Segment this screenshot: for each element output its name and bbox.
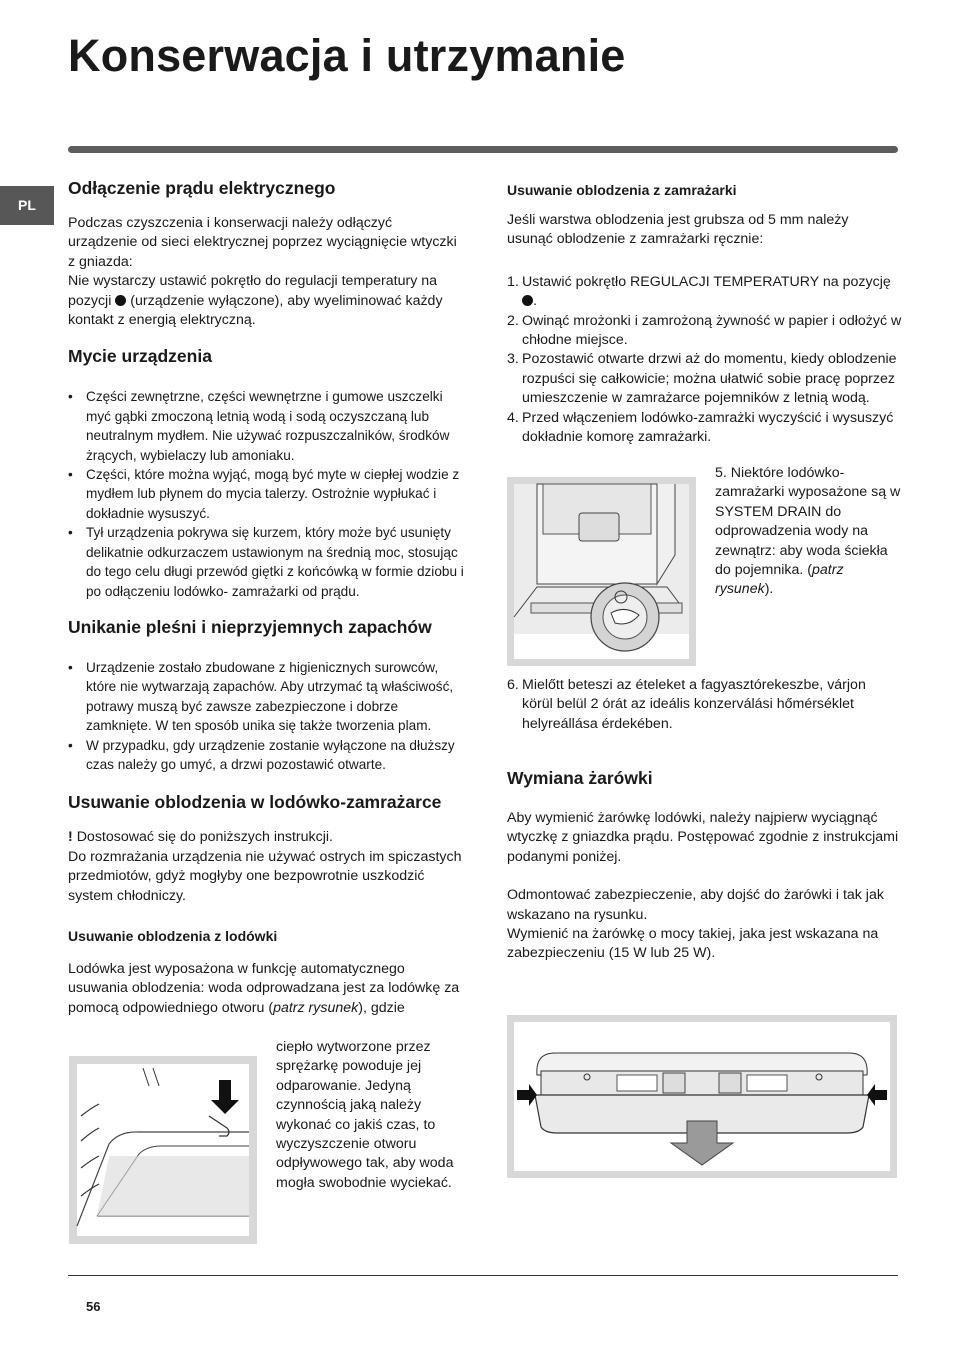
- text: Ustawić pokrętło REGULACJI TEMPERATURY na pozycję: [522, 273, 891, 290]
- paragraph: [68, 214, 464, 330]
- text: Nie wystarczy ustawić pokrętło do regulacji temperatury na pozycji: [68, 273, 438, 309]
- list-item: • W przypadku, gdy urządzenie zostanie wyłączone na dłuższy czas należy go umyć, a drzwi pozostawić otwarte.: [68, 736, 464, 775]
- paragraph: [715, 464, 905, 600]
- list-item: • Urządzenie zostało zbudowane z higienicznych surowców, które nie wytwarzają zapachów. Aby utrzymać tą właściwość, potrawy muszą być zawsze zabezpieczone i dobrze zamknięte. W ten sposób unika się także tworzenia plam.: [68, 658, 464, 736]
- list-item: [507, 273, 902, 312]
- list-item: • Części zewnętrzne, części wewnętrzne i gumowe uszczelki myć gąbki zmoczoną letnią wodą i sodą oczyszczaną lub neutralnym mydłem. Nie używać rozpuszczalników, środków żrących, wybielaczy lub amoniaku.: [68, 387, 464, 465]
- off-position-icon: [522, 295, 533, 306]
- list-item: [507, 312, 902, 351]
- list-item: [507, 409, 902, 448]
- paragraph: [68, 960, 464, 1018]
- text: (urządzenie wyłączone), aby wyeliminować każdy kontakt z energią elektryczną.: [68, 292, 443, 329]
- text: Mielőtt beteszi az ételeket a fagyasztórekeszbe, várjon körül belül 2 órát az ideális konzerválási hőmérséklet helyreállása érdekében.: [522, 677, 866, 732]
- section-heading-bulb: Wymiana żarówki: [507, 768, 653, 788]
- paragraph: [68, 828, 464, 906]
- list-item: • Części, które można wyjąć, mogą być myte w ciepłej wodzie z mydłem lub płynem do mycia talerzy. Ostrożnie wypłukać i dokładnie wysuszyć.: [68, 465, 464, 523]
- text: patrz rysunek: [715, 562, 844, 598]
- language-tab: PL: [0, 186, 54, 225]
- text: Owinąć mrożonki i zamrożoną żywność w papier i odłożyć w chłodne miejsce.: [522, 312, 902, 349]
- warning-mark: !: [68, 829, 73, 846]
- list-number: 4.: [507, 409, 519, 426]
- cleaning-list: [68, 387, 464, 600]
- section-heading-defrost: Usuwanie oblodzenia w lodówko-zamrażarce: [68, 792, 442, 813]
- bulb-cover-figure: [507, 1015, 897, 1178]
- bulb-section: [507, 768, 899, 964]
- section-heading-cleaning: Mycie urządzenia: [68, 346, 212, 367]
- mold-list: [68, 658, 464, 774]
- text: Dostosować się do poniższych instrukcji.: [76, 829, 333, 846]
- list-item: [507, 676, 899, 734]
- text: Podczas czyszczenia i konserwacji należy odłączyć urządzenie od sieci elektrycznej poprzez wyciągnięcie wtyczki z gniazda:: [68, 215, 457, 270]
- section-heading-mold: Unikanie pleśni i nieprzyjemnych zapachów: [68, 616, 432, 637]
- list-number: 1.: [507, 273, 519, 290]
- text: ).: [764, 581, 774, 598]
- paragraph: Wymienić na żarówkę o mocy takiej, jaka jest wskazana na zabezpieczeniu (15 W lub 25 W).: [507, 926, 879, 962]
- subheading-fridge-defrost: Usuwanie oblodzenia z lodówki: [68, 927, 278, 944]
- left-column: [68, 178, 464, 1018]
- text: Pozostawić otwarte drzwi aż do momentu, kiedy oblodzenie rozpuści się całkowicie; można ułatwić sobie pracę poprzez umieszczenie w zamrażarce pojemników z letnią wodą.: [522, 351, 897, 407]
- paragraph: Odmontować zabezpieczenie, aby dojść do żarówki i tak jak wskazano na rysunku.: [507, 887, 884, 923]
- text: .: [533, 293, 537, 310]
- freezer-drain-figure: [507, 477, 696, 666]
- off-position-icon: [115, 295, 126, 306]
- list-number: 2.: [507, 312, 519, 329]
- text: patrz rysunek: [273, 999, 359, 1016]
- paragraph: ciepło wytworzone przez sprężarkę powoduje jej odparowanie. Jedyną czynnością jaką należy wykonać co jakiś czas, to wyczyszczenie otworu odpływowego tak, aby woda mogła swobodnie wyciekać.: [276, 1039, 454, 1191]
- system-drain-illustration: [507, 477, 696, 666]
- subheading-freezer-defrost: Usuwanie oblodzenia z zamrażarki: [507, 182, 737, 198]
- text: Przed włączeniem lodówko-zamrażki wyczyścić i wysuszyć dokładnie komorę zamrażarki.: [522, 409, 894, 446]
- freezer-steps: [507, 273, 902, 448]
- paragraph: Aby wymienić żarówkę lodówki, należy najpierw wyciągnąć wtyczkę z gniazdka prądu. Postępować zgodnie z instrukcjami podanymi poniżej.: [507, 810, 899, 865]
- section-heading-disconnect: Odłączenie prądu elektrycznego: [68, 178, 336, 198]
- list-number: 6.: [507, 677, 519, 693]
- list-item: [507, 350, 902, 408]
- list-item: • Tył urządzenia pokrywa się kurzem, który może być usunięty delikatnie odkurzaczem ustawionym na średnią moc, stosując do tego celu długi przewód giętki z końcówką w formie dziobu i po odłączeniu lodówko- zamrażarki od prądu.: [68, 523, 464, 601]
- text: 5. Niektóre lodówko-zamrażarki wyposażone są w SYSTEM DRAIN do odprowadzenia wody na zewnątrz: aby woda ściekła do pojemnika. (: [715, 465, 901, 579]
- text: Lodówka jest wyposażona w funkcję automatycznego usuwania oblodzenia: woda odprowadzana jest za lodówkę za pomocą odpowiedniego otworu (: [68, 960, 460, 1016]
- footer-rule: [68, 1275, 898, 1276]
- bulb-cover-illustration: [507, 1015, 897, 1178]
- page-title: Konserwacja i utrzymanie: [68, 30, 626, 81]
- text: Do rozmrażania urządzenia nie używać ostrych im spiczastych przedmiotów, gdyż mogłyby one bezpowrotnie uszkodzić system chłodniczy.: [68, 848, 462, 904]
- paragraph: Jeśli warstwa oblodzenia jest grubsza od 5 mm należy usunąć oblodzenie z zamrażarki ręcznie:: [507, 212, 849, 248]
- text: ), gdzie: [358, 999, 405, 1016]
- page-number: 56: [86, 1299, 101, 1314]
- title-rule: [68, 146, 898, 153]
- list-number: 3.: [507, 351, 519, 368]
- fridge-drain-figure: [69, 1056, 257, 1244]
- right-column: [507, 182, 902, 447]
- fridge-drain-illustration: [69, 1056, 257, 1244]
- freezer-steps-continued: [507, 676, 899, 734]
